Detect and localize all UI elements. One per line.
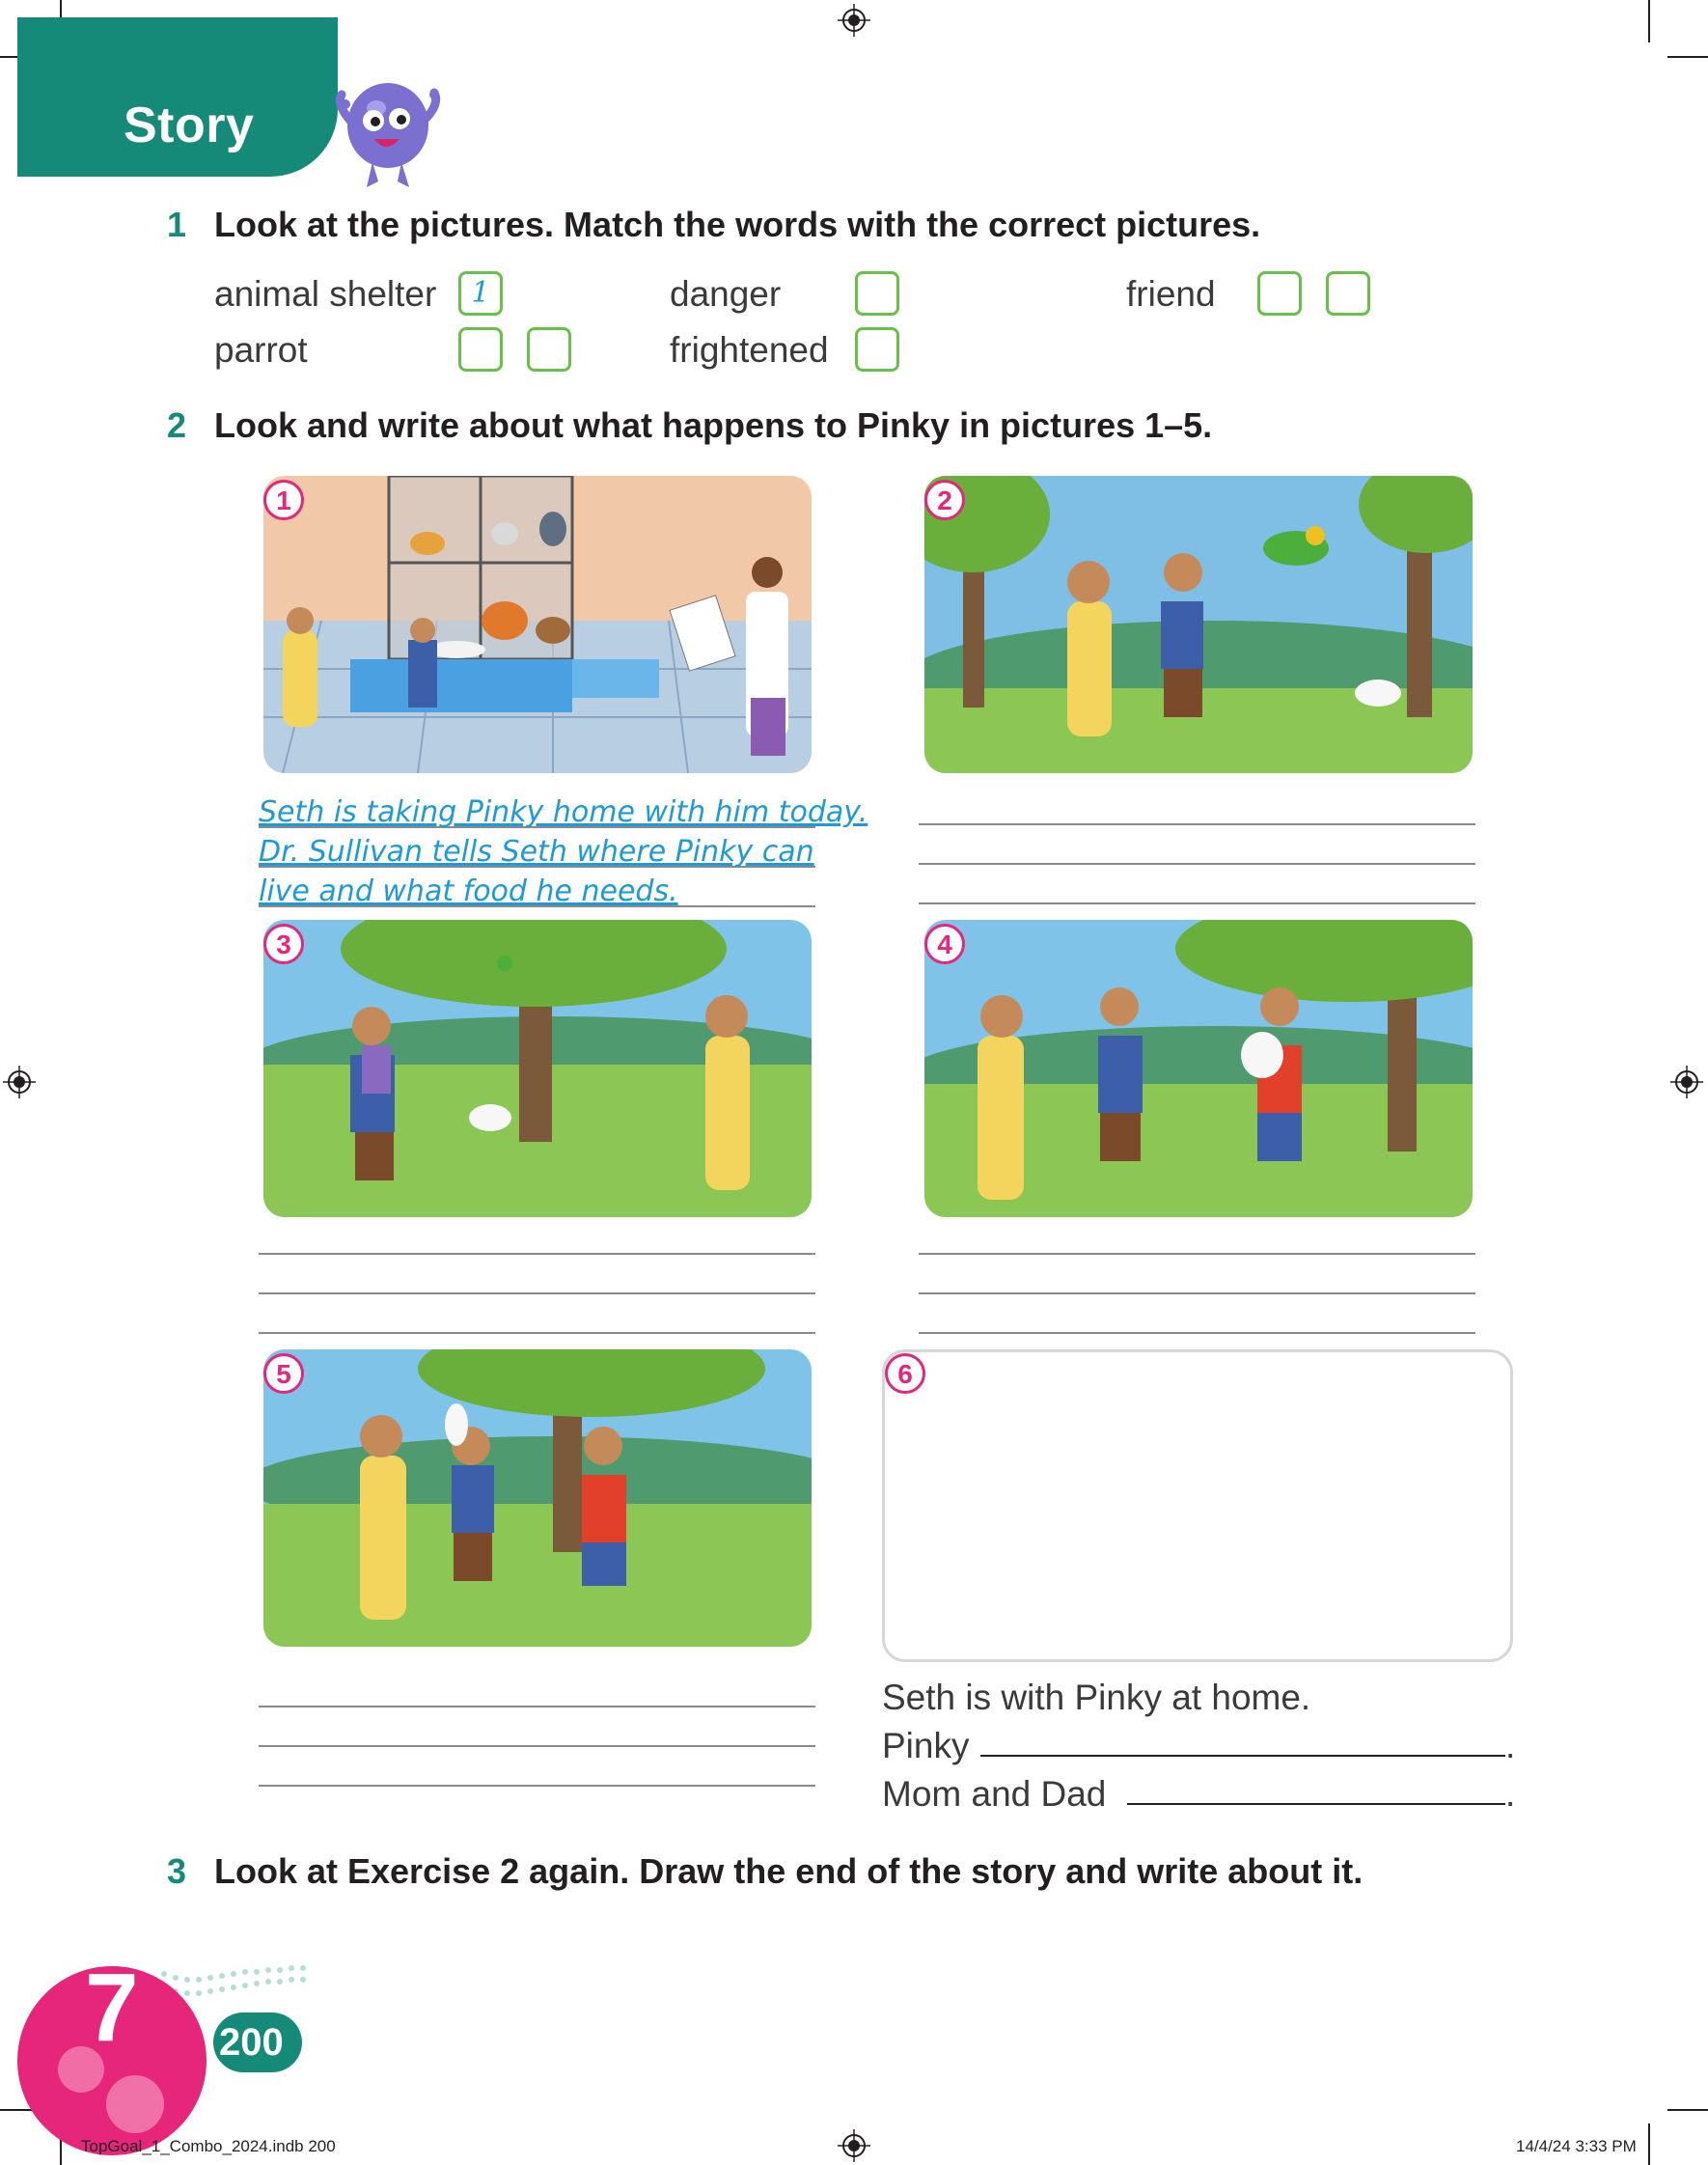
unit-number: 7 <box>85 1954 139 2062</box>
exercise-2-instruction: Look and write about what happens to Pinky in pictures 1–5. <box>214 405 1213 445</box>
exercise-3-instruction: Look at Exercise 2 again. Draw the end of the story and write about it. <box>214 1851 1364 1891</box>
picture-3-number-badge: 3 <box>263 924 304 964</box>
example-answer-line-3: live and what food he needs. <box>259 874 678 908</box>
picture-6-number-badge: 6 <box>885 1353 925 1394</box>
word-frightened: frightened <box>670 330 829 370</box>
answer-box-friend-2[interactable] <box>1326 271 1370 316</box>
picture-3-rabbit-runs-away <box>263 920 812 1217</box>
answer-box-animal-shelter[interactable]: 1 <box>458 271 503 316</box>
registration-mark-top <box>838 4 870 37</box>
page-title: Story <box>124 97 255 153</box>
picture-6-drawing-box[interactable] <box>882 1349 1513 1662</box>
writing-line-picture-5[interactable] <box>259 1745 815 1747</box>
writing-line-picture-2[interactable] <box>919 863 1475 865</box>
picture-6-sentence-2-prefix: Pinky <box>882 1726 970 1765</box>
period: . <box>1505 1774 1516 1814</box>
picture-6-writing-line-mom-dad[interactable] <box>1127 1803 1505 1805</box>
writing-line-picture-4[interactable] <box>919 1292 1475 1294</box>
word-friend: friend <box>1126 274 1216 314</box>
example-answer-line-1: Seth is taking Pinky home with him today. <box>259 795 868 829</box>
print-date-info: 14/4/24 3:33 PM <box>1516 2137 1637 2155</box>
picture-6-sentence-3-prefix: Mom and Dad <box>882 1774 1107 1814</box>
purple-monster-mascot-icon <box>328 66 449 196</box>
word-parrot: parrot <box>214 330 308 370</box>
word-animal-shelter: animal shelter <box>214 274 437 314</box>
picture-2-number-badge: 2 <box>924 480 965 520</box>
print-file-info: TopGoal_1_Combo_2024.indb 200 <box>81 2137 336 2155</box>
picture-4-boy-holds-rabbit <box>924 920 1473 1217</box>
answer-box-danger[interactable] <box>855 271 899 316</box>
word-danger: danger <box>670 274 782 314</box>
period: . <box>1505 1726 1516 1765</box>
picture-5-new-friends <box>263 1349 812 1647</box>
answer-box-parrot-1[interactable] <box>458 327 503 372</box>
registration-mark-left <box>3 1066 36 1098</box>
writing-line-picture-4[interactable] <box>919 1332 1475 1334</box>
writing-line-picture-4[interactable] <box>919 1253 1475 1255</box>
answer-box-friend-1[interactable] <box>1257 271 1302 316</box>
writing-line-picture-3[interactable] <box>259 1292 815 1294</box>
writing-line-picture-2[interactable] <box>919 823 1475 825</box>
page-number: 200 <box>219 2021 284 2064</box>
picture-6-sentence-1: Seth is with Pinky at home. <box>882 1678 1311 1717</box>
picture-2-parrot-scares-rabbit <box>924 476 1473 773</box>
picture-6-writing-line-pinky[interactable] <box>980 1755 1505 1757</box>
writing-line-picture-2[interactable] <box>919 902 1475 904</box>
example-answer-line-2: Dr. Sullivan tells Seth where Pinky can <box>259 835 814 869</box>
exercise-2-number: 2 <box>167 405 187 445</box>
picture-1-number-badge: 1 <box>263 480 304 520</box>
writing-line-picture-3[interactable] <box>259 1332 815 1334</box>
picture-5-number-badge: 5 <box>263 1353 304 1394</box>
exercise-3-number: 3 <box>167 1851 187 1891</box>
exercise-1-instruction: Look at the pictures. Match the words with the correct pictures. <box>214 205 1261 244</box>
bubble-decoration <box>106 2075 164 2133</box>
picture-1-animal-shelter <box>263 476 812 773</box>
registration-mark-bottom <box>838 2129 870 2162</box>
exercise-1-number: 1 <box>167 205 187 244</box>
writing-line-picture-5[interactable] <box>259 1706 815 1707</box>
answer-box-parrot-2[interactable] <box>527 327 571 372</box>
picture-4-number-badge: 4 <box>924 924 965 964</box>
writing-line-picture-3[interactable] <box>259 1253 815 1255</box>
writing-line-picture-5[interactable] <box>259 1785 815 1787</box>
registration-mark-right <box>1670 1066 1703 1098</box>
answer-box-frightened[interactable] <box>855 327 899 372</box>
